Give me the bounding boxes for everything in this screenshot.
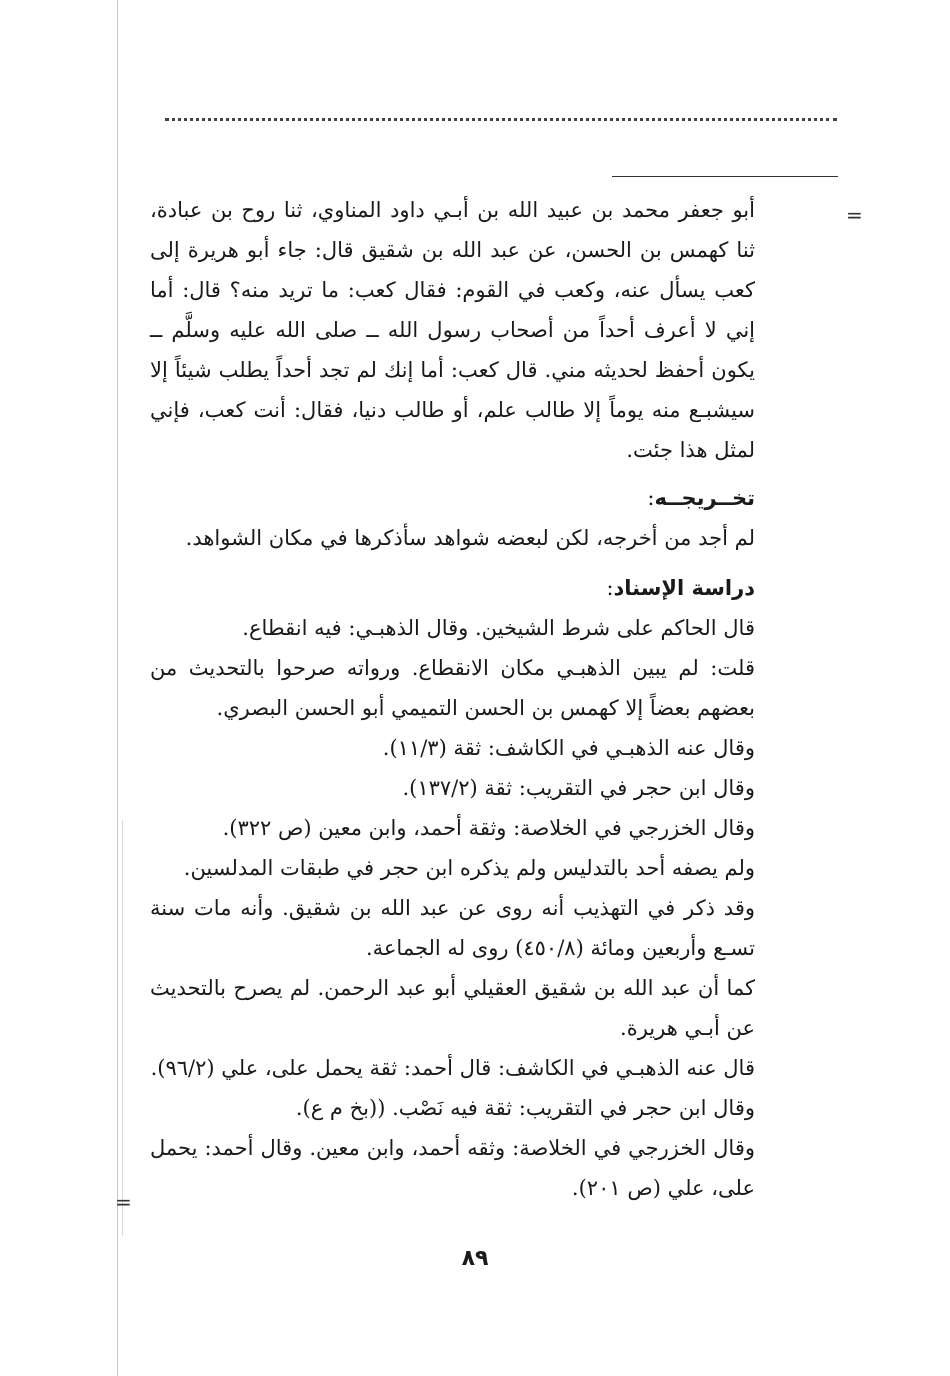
isnad-line: قلت: لم يبين الذهبـي مكان الانقطاع. ورواته صرحوا بالتحديث من بعضهم بعضاً إلا كهمس بن الحسن التميمي أبو الحسن البصري. <box>150 656 755 720</box>
isnad-line: قال عنه الذهبـي في الكاشف: قال أحمد: ثقة يحمل على، علي (٩٦/٢). <box>150 1056 755 1080</box>
isnad-line: قال الحاكم على شرط الشيخين. وقال الذهبـي: فيه انقطاع. <box>242 616 755 640</box>
isnad-line: وقال ابن حجر في التقريب: ثقة فيه نَصْب. ((بخ م ع). <box>295 1096 755 1120</box>
scan-edge-line <box>117 0 118 1376</box>
takhrij-heading-text: تخــريجــه <box>654 486 755 510</box>
isnad-line: كما أن عبد الله بن شقيق العقيلي أبو عبد الرحمن. لم يصرح بالتحديث عن أبـي هريرة. <box>150 976 755 1040</box>
isnad-heading: دراسة الإسناد: <box>606 576 755 600</box>
isnad-line: وقال عنه الذهبـي في الكاشف: ثقة (١١/٣). <box>382 736 755 760</box>
page-body <box>150 190 755 1208</box>
isnad-line: ولم يصفه أحد بالتدليس ولم يذكره ابن حجر في طبقات المدلسين. <box>183 856 755 880</box>
margin-mark-right: = <box>846 203 863 227</box>
isnad-line: وقال الخزرجي في الخلاصة: وثقة أحمد، وابن معين (ص ٣٢٢). <box>222 816 755 840</box>
page-number: ٨٩ <box>461 1246 489 1271</box>
isnad-heading-text: دراسة الإسناد <box>613 576 755 600</box>
takhrij-heading: تخــريجــه: <box>647 486 755 510</box>
dotted-separator <box>165 118 837 121</box>
isnad-line: وقال ابن حجر في التقريب: ثقة (١٣٧/٢). <box>402 776 755 800</box>
isnad-line: وقد ذكر في التهذيب أنه روى عن عبد الله بن شقيق. وأنه مات سنة تسـع وأربعين ومائة (٤٥٠/٨) روى له الجماعة. <box>150 896 755 960</box>
scan-edge-line-inner <box>122 820 123 1236</box>
footnote-rule <box>612 176 838 177</box>
isnad-line: وقال الخزرجي في الخلاصة: وثقه أحمد، وابن معين. وقال أحمد: يحمل على، علي (ص ٢٠١). <box>150 1136 755 1200</box>
takhrij-text: لم أجد من أخرجه، لكن لبعضه شواهد سأذكرها في مكان الشواهد. <box>185 526 755 550</box>
margin-mark-left: = <box>115 1190 132 1214</box>
narration-paragraph: أبو جعفر محمد بن عبيد الله بن أبـي داود المناوي، ثنا روح بن عبادة، ثنا كهمس بن الحسن، عن عبد الله بن شقيق قال: جاء أبو هريرة إلى كعب يسأل عنه، وكعب في القوم: فقال كعب: ما تريد منه؟ قال: أما إني لا أعرف أحداً من أصحاب رسول الله ــ صلى الله عليه وسلَّم ــ يكون أحفظ لحديثه مني. قال كعب: أما إنك لم تجد أحداً يطلب شيئاً إلا سيشبـع منه يوماً إلا طالب علم، أو طالب دنيا، فقال: أنت كعب، فإني لمثل هذا جئت. <box>150 198 755 462</box>
